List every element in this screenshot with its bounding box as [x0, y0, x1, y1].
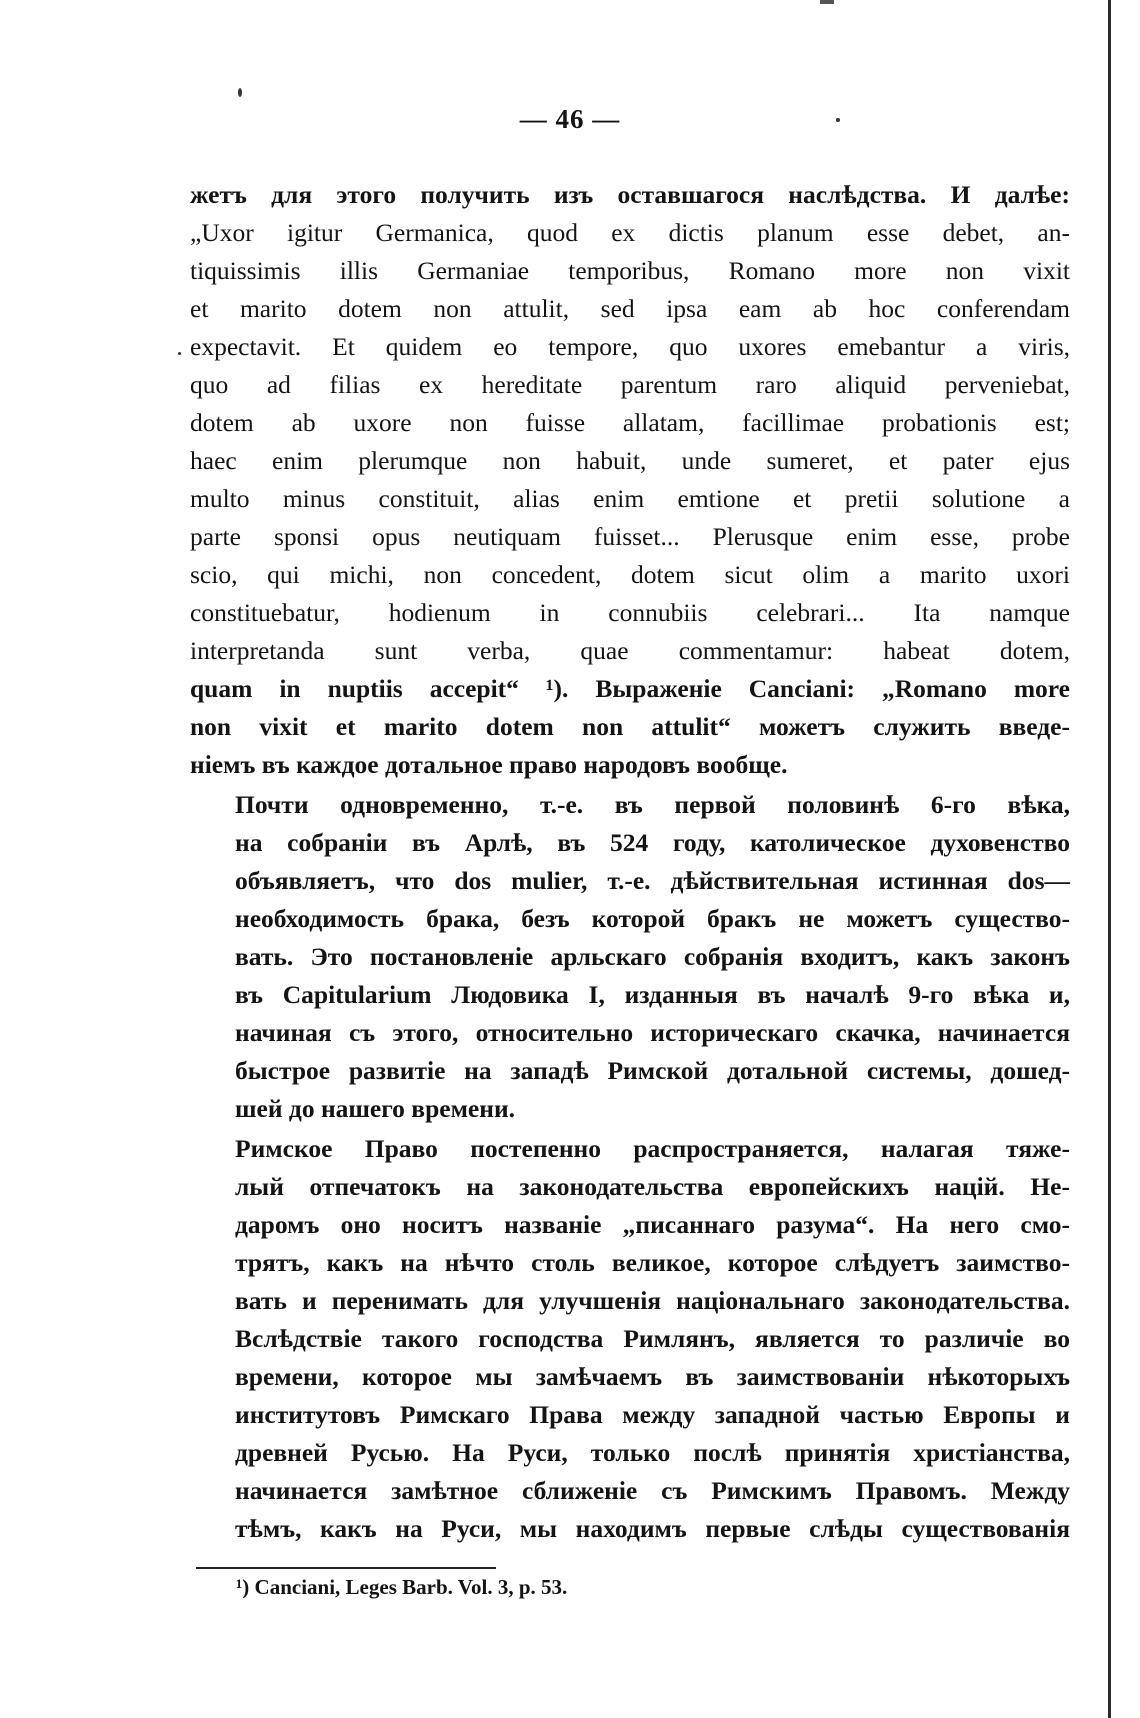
footnote-rule [196, 1567, 496, 1569]
text-line: начиная съ этого, относительно историческаго скачка, начинается [235, 1018, 1070, 1047]
text-line: въ Capitularium Людовика I, изданныя въ началѣ 9-го вѣка и, [235, 980, 1070, 1009]
ink-speck [178, 352, 181, 355]
text-line: вать. Это постановленіе арльскаго собранія входитъ, какъ законъ [235, 942, 1070, 971]
text-line: et marito dotem non attulit, sed ipsa eam ab hoc conferendam [190, 294, 1070, 323]
text-line: вать и перенимать для улучшенія національнаго законодательства. [235, 1286, 1070, 1315]
text-line: на собраніи въ Арлѣ, въ 524 году, католическое духовенство [235, 828, 1070, 857]
text-line: быстрое развитіе на западѣ Римской дотальной системы, дошед- [235, 1056, 1070, 1085]
text-line: лый отпечатокъ на законодательства европейскихъ націй. Не- [235, 1172, 1070, 1201]
text-line: Почти одновременно, т.-е. въ первой половинѣ 6-го вѣка, [235, 790, 1070, 819]
text-line: constituebatur, hodienum in connubiis celebrari... Ita namque [190, 598, 1070, 627]
text-line: interpretanda sunt verba, quae commentamur: habeat dotem, [190, 636, 1070, 665]
text-line: институтовъ Римскаго Права между западной частью Европы и [235, 1400, 1070, 1429]
text-line: haec enim plerumque non habuit, unde sumeret, et pater ejus [190, 446, 1070, 475]
text-line: dotem ab uxore non fuisse allatam, facillimae probationis est; [190, 408, 1070, 437]
text-line: времени, которое мы замѣчаемъ въ заимствованіи нѣкоторыхъ [235, 1362, 1070, 1391]
text-line: объявляетъ, что dos mulier, т.-е. дѣйствительная истинная dos— [235, 866, 1070, 895]
body-text [190, 176, 1070, 1548]
page-edge-line [1108, 0, 1111, 1718]
text-line: expectavit. Et quidem eo tempore, quo uxores emebantur a viris, [190, 332, 1070, 361]
paragraph-3 [190, 1130, 1070, 1548]
text-line: жетъ для этого получить изъ оставшагося наслѣдства. И далѣе: [190, 180, 1070, 209]
text-line: Римское Право постепенно распространяется, налагая тяже- [235, 1134, 1070, 1163]
text-line: трятъ, какъ на нѣчто столь великое, которое слѣдуетъ заимство- [235, 1248, 1070, 1277]
text-line: quo ad filias ex hereditate parentum raro aliquid perveniebat, [190, 370, 1070, 399]
text-line: тѣмъ, какъ на Руси, мы находимъ первые слѣды существованія [235, 1514, 1070, 1543]
text-line: quam in nuptiis accepit“ ¹). Выраженіе Canciani: „Romano more [190, 674, 1070, 703]
text-line: tiquissimis illis Germaniae temporibus, Romano more non vixit [190, 256, 1070, 285]
text-line: Вслѣдствіе такого господства Римлянъ, является то различіе во [235, 1324, 1070, 1353]
paragraph-2 [190, 786, 1070, 1128]
text-line: parte sponsi opus neutiquam fuisset... Plerusque enim esse, probe [190, 522, 1070, 551]
text-line: non vixit et marito dotem non attulit“ можетъ служить введе- [190, 712, 1070, 741]
text-line: даромъ оно носитъ названіе „писаннаго разума“. На него смо- [235, 1210, 1070, 1239]
page-edge-mark [820, 0, 834, 4]
page-number: — 46 — [519, 104, 621, 134]
ink-speck [238, 88, 242, 97]
text-line: начинается замѣтное сближеніе съ Римскимъ Правомъ. Между [235, 1476, 1070, 1505]
paragraph-1 [190, 176, 1070, 784]
text-line: ніемъ въ каждое дотальное право народовъ вообще. [190, 750, 788, 779]
text-line: „Uxor igitur Germanica, quod ex dictis planum esse debet, an- [190, 218, 1070, 247]
text-line: scio, qui michi, non concedent, dotem sicut olim a marito uxori [190, 560, 1070, 589]
text-line: древней Русью. На Руси, только послѣ принятія христіанства, [235, 1438, 1070, 1467]
text-line: multo minus constituit, alias enim emtione et pretii solutione a [190, 484, 1070, 513]
text-line: шей до нашего времени. [235, 1094, 516, 1123]
footnote: ¹) Canciani, Leges Barb. Vol. 3, p. 53. [236, 1575, 568, 1599]
text-line: необходимость брака, безъ которой бракъ не можетъ существо- [235, 904, 1070, 933]
